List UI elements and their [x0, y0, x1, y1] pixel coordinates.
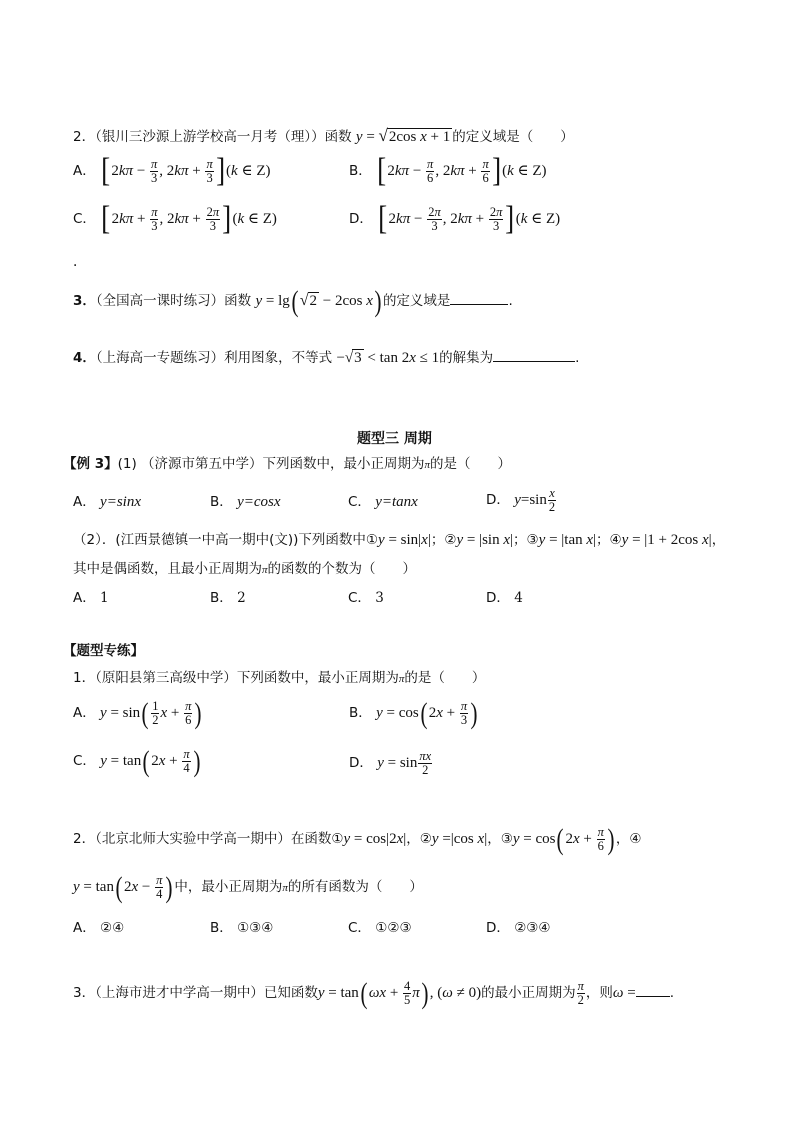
question-4-stem	[73, 347, 579, 366]
item-marker: ；④	[596, 532, 622, 548]
option-p2-b[interactable]	[210, 922, 273, 936]
option-letter: C．	[73, 210, 96, 227]
option-p1-a[interactable]	[73, 697, 203, 731]
option-letter: A．	[73, 920, 96, 936]
option-letter: B．	[349, 705, 372, 722]
math-function: y = |tan x|	[538, 532, 597, 548]
question-number: 3．	[73, 985, 96, 1002]
math-function: y = tan( 2x − $\frac{\pi}{4}$ )	[73, 871, 173, 905]
option-math: y = tan( 2x + $\frac{\pi}{4}$ )	[100, 745, 201, 779]
question-tail: 的定义域是（ ）	[452, 129, 574, 145]
option-letter: C．	[73, 753, 96, 770]
question-number: 1．	[73, 670, 96, 686]
item-marker: ①	[365, 532, 379, 548]
question-tail: ，则	[585, 985, 613, 1002]
option-ex3-b[interactable]	[210, 495, 281, 510]
option-letter: D．	[486, 590, 510, 606]
option-math: y = cos( 2x + $\frac{\pi}{3}$ )	[376, 697, 478, 731]
pi-symbol: π	[262, 564, 268, 576]
example-text: 其中是偶函数，且最小正周期为	[73, 561, 262, 577]
option-value: 1	[100, 590, 109, 606]
option-p2-c[interactable]	[348, 922, 412, 936]
math-inequality: −√3 < tan 2x ≤ 1	[336, 350, 440, 366]
option-value: ②③④	[514, 920, 551, 936]
example-3-part-2	[73, 533, 725, 548]
question-text: 中，最小正周期为	[174, 879, 283, 896]
practice-question-2	[73, 823, 642, 857]
option-math: y=cosx	[237, 494, 281, 510]
question-source: （全国高一课时练习）函数	[95, 292, 252, 309]
math-function: y = tan( ωx + $\frac{4}{5}$ π) , (ω ≠ 0)	[317, 977, 482, 1011]
option-ex3-a[interactable]	[73, 495, 141, 510]
option-value: ①②③	[375, 920, 412, 936]
option-p2-a[interactable]	[73, 922, 124, 936]
math-period: $\frac{\pi}{2}$	[577, 979, 584, 1008]
question-text: （北京北师大实验中学高一期中）在函数①	[95, 831, 344, 848]
question-tail: 的解集为	[439, 350, 494, 366]
answer-blank[interactable]	[636, 982, 670, 997]
question-2-stem	[73, 127, 574, 145]
item-marker: ；②	[430, 532, 457, 548]
option-math: [2kπ − $\frac{\pi}{6}$ , 2kπ + $\frac{\pi}{6}$ ](k ∈ Z)	[377, 152, 547, 189]
section-title: 题型三 周期	[357, 431, 432, 447]
option-p1-b[interactable]	[349, 697, 479, 731]
option-letter: D．	[349, 210, 373, 227]
option-2c[interactable]	[73, 200, 277, 237]
option-letter: C．	[348, 590, 371, 606]
option-p1-c[interactable]	[73, 745, 202, 779]
option-letter: A．	[73, 162, 96, 179]
option-letter: D．	[486, 492, 510, 509]
option-p1-d[interactable]	[349, 750, 433, 777]
math-function: y = cos|2x|	[343, 831, 407, 848]
option-2d[interactable]	[349, 200, 561, 237]
option-letter: A．	[73, 494, 96, 510]
example-tag: 【例 3】	[63, 456, 118, 472]
option-2b[interactable]	[349, 152, 547, 189]
math-function: y = √2cos x + 1	[355, 126, 451, 145]
option-math: y=sinx	[100, 494, 141, 510]
option-value: ②④	[100, 920, 125, 936]
question-number: 3．	[73, 292, 96, 309]
option-p2-d[interactable]	[486, 922, 551, 936]
question-text-mid: 的最小正周期为	[481, 985, 576, 1002]
math-function: y = cos( 2x + $\frac{\pi}{6}$ )	[512, 823, 615, 857]
option-letter: A．	[73, 705, 96, 722]
option-value: 4	[514, 590, 523, 606]
example-text-tail: 的是（ ）	[430, 456, 512, 472]
option-math: y = sin $\frac{\pi x}{2}$	[377, 749, 432, 778]
example-3-part-2-line-2	[73, 563, 416, 577]
practice-question-2-line-2	[73, 871, 423, 905]
option-ex3b-c[interactable]	[348, 592, 384, 606]
item-marker: ，③	[487, 831, 513, 848]
pi-symbol: π	[424, 459, 431, 471]
option-2a[interactable]	[73, 152, 271, 189]
pi-symbol: π	[398, 673, 405, 685]
option-letter: B．	[349, 162, 372, 179]
option-ex3b-a[interactable]	[73, 592, 109, 606]
question-3-stem	[73, 285, 513, 318]
question-number: 4．	[73, 350, 96, 366]
option-letter: D．	[486, 920, 510, 936]
question-source: （银川三沙源上游学校高一月考（理））函数	[95, 129, 352, 145]
option-ex3-d[interactable]	[486, 487, 557, 514]
option-value: 2	[237, 590, 246, 606]
option-letter: B．	[210, 494, 233, 510]
item-marker: ；③	[513, 532, 539, 548]
item-marker: ，④	[615, 831, 642, 848]
math-function: y = |1 + 2cos x|	[621, 532, 712, 548]
example-text: （2）．(江西景德镇一中高一期中(文))下列函数中	[73, 532, 366, 548]
option-ex3-c[interactable]	[348, 495, 418, 510]
stray-dot: .	[73, 254, 78, 270]
option-letter: D．	[349, 755, 373, 772]
math-omega: ω =	[612, 985, 636, 1002]
period-mark: .	[508, 292, 513, 309]
option-math: y=tanx	[375, 494, 418, 510]
math-function: y = lg(√2 − 2cos x)	[255, 285, 382, 318]
option-value: ①③④	[237, 920, 274, 936]
practice-question-1	[73, 672, 485, 686]
option-math: [2kπ + $\frac{\pi}{3}$ , 2kπ + $\frac{2\pi}{3}$ ](k ∈ Z)	[101, 200, 277, 237]
example-text: (1) （济源市第五中学）下列函数中，最小正周期为	[117, 456, 425, 472]
practice-question-3	[73, 977, 674, 1011]
option-math: y = sin( $\frac{1}{2}$ x + $\frac{\pi}{6}$ )	[100, 697, 202, 731]
question-tail: 的是（ ）	[404, 670, 486, 686]
math-function: y = |sin x|	[456, 532, 514, 548]
example-text-tail: 的函数的个数为（ ）	[267, 561, 417, 577]
question-tail: 的所有函数为（ ）	[287, 879, 423, 896]
item-marker: ，②	[406, 831, 432, 848]
question-number: 2．	[73, 831, 96, 848]
math-function: y = sin|x|	[378, 532, 431, 548]
period-mark: .	[669, 985, 674, 1002]
option-letter: C．	[348, 494, 371, 510]
pi-symbol: π	[282, 882, 288, 895]
option-ex3b-d[interactable]	[486, 592, 523, 606]
comma: ，	[711, 532, 726, 548]
answer-blank[interactable]	[450, 290, 508, 305]
option-letter: B．	[210, 920, 233, 936]
option-letter: A．	[73, 590, 96, 606]
option-math: [2kπ − $\frac{\pi}{3}$ , 2kπ + $\frac{\pi}{3}$ ](k ∈ Z)	[101, 152, 271, 189]
period-mark: .	[575, 350, 580, 366]
option-letter: B．	[210, 590, 233, 606]
question-text: （原阳县第三高级中学）下列函数中，最小正周期为	[95, 670, 399, 686]
option-math: y=sin $\frac{x}{2}$	[514, 486, 556, 515]
option-ex3b-b[interactable]	[210, 592, 246, 606]
example-3-part-1	[63, 458, 511, 472]
option-letter: C．	[348, 920, 371, 936]
question-text: （上海市进才中学高一期中）已知函数	[95, 985, 318, 1002]
option-math: [2kπ − $\frac{2\pi}{3}$ , 2kπ + $\frac{2\pi}{3}$ ](k ∈ Z)	[378, 200, 561, 237]
answer-blank[interactable]	[493, 347, 575, 362]
question-number: 2．	[73, 129, 96, 145]
math-function: y =|cos x|	[431, 831, 488, 848]
option-value: 3	[375, 590, 384, 606]
question-tail: 的定义域是	[382, 292, 451, 309]
question-source: （上海高一专题练习）利用图象，不等式	[95, 350, 333, 366]
practice-title: 【题型专练】	[63, 643, 144, 659]
